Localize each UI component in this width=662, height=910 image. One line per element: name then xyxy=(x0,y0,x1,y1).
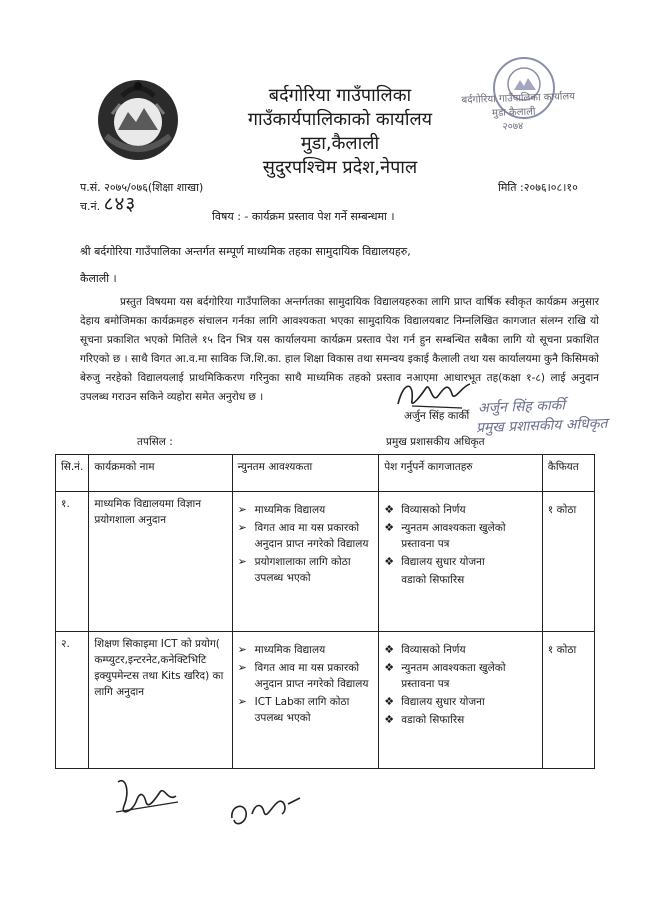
list-item: ❖ न्युनतम आवश्यकता खुलेको प्रस्तावना पत्र xyxy=(384,661,506,690)
program-table xyxy=(55,454,595,769)
stamp-text: बर्दगोरिया गाउँपालिका कार्यालय मुडा कैलाली २०७४ xyxy=(461,91,576,133)
row-remarks: १ कोठा xyxy=(542,492,594,632)
province-country: सुदुरपश्चिम प्रदेश,नेपाल xyxy=(262,157,418,178)
list-item: ➢ प्रयोगशालाका लागि कोठा उपलब्ध भएको xyxy=(237,555,351,584)
handwritten-initials xyxy=(112,772,184,824)
list-item: ❖ वडाको सिफारिस xyxy=(384,713,465,726)
row-documents xyxy=(379,492,543,632)
letter-body: प्रस्तुत विषयमा यस बर्दगोरिया गाउँपालिका अन्तर्गतका सामुदायिक विद्यालयहरुका लागि प्राप्त वार्षिक स्वीकृत कार्यक्रम अनुसार देहाय बमोजिमका कार्यक्रमहरु संचालन गर्नका लागि आवश्यकता भएका सामुदायिक विद्यालयबाट निम्नलिखित कागजात संलग्न राखि यो सूचना प्रकाशित भएको मितिले १५ दिन भित्र यस कार्यालयमा कार्यक्रम प्रस्ताव पेश गर्न हुन सम्बन्धित सबैका लागि यो सूचना प्रकाशित गरिएको छ । साथै विगत आ.व.मा साविक जि.शि.का. हाल शिक्षा विकास तथा समन्वय इकाई कैलाली तथा यस कार्यालयमा कुनै किसिमको बेरुजु नरहेको विद्यालयलाई प्राथमिकिकरण गरिनुका साथै माध्यमिक तहको प्रस्ताव नआएमा आधारभूत तह(कक्षा १-८) लाई अनुदान उपलब्ध गराउन सकिने व्यहोरा समेत अनुरोध छ । xyxy=(80,296,599,403)
list-item: वडाको सिफारिस xyxy=(401,574,465,586)
arrow-bullet-icon: ➢ xyxy=(237,503,247,516)
row-sn: २. xyxy=(56,632,89,769)
header-requirements: न्युनतम आवश्यकता xyxy=(232,455,379,492)
row-program-name: माध्यमिक विद्यालयमा विज्ञान प्रयोगशाला अनुदान xyxy=(89,492,232,632)
list-item: ❖ विव्यासको निर्णय xyxy=(384,503,466,516)
signatory-stamp-name: अर्जुन सिंह कार्की xyxy=(477,397,566,417)
list-item: ❖ विव्यासको निर्णय xyxy=(384,643,466,656)
list-item: ➢ विगत आव मा यस प्रकारको अनुदान प्राप्त नगरेको विद्यालय xyxy=(237,661,369,690)
row-documents xyxy=(379,632,543,769)
row-requirements xyxy=(232,632,379,769)
municipality-name: बर्दगोरिया गाउँपालिका xyxy=(268,85,412,106)
row-remarks: १ कोठा xyxy=(542,632,594,769)
arrow-bullet-icon: ➢ xyxy=(237,661,247,674)
letter-date: मिति :२०७६।०८।१० xyxy=(498,181,578,194)
nepal-emblem-logo xyxy=(92,74,184,164)
header-remarks: कैफियत xyxy=(542,455,594,492)
diamond-bullet-icon: ❖ xyxy=(384,555,395,568)
arrow-bullet-icon: ➢ xyxy=(237,555,247,568)
arrow-bullet-icon: ➢ xyxy=(237,521,247,534)
list-item: ➢ माध्यमिक विद्यालय xyxy=(237,503,326,516)
header-program: कार्यक्रमको नाम xyxy=(89,455,232,492)
row-requirements xyxy=(232,492,379,632)
details-label: तपसिल : xyxy=(137,436,173,448)
handwritten-signature-2 xyxy=(222,788,306,834)
row-sn: १. xyxy=(56,492,89,632)
diamond-bullet-icon: ❖ xyxy=(384,643,395,656)
diamond-bullet-icon: ❖ xyxy=(384,503,395,516)
header-sn: सि.नं. xyxy=(56,455,89,492)
list-item: ❖ न्युनतम आवश्यकता खुलेको प्रस्तावना पत्र xyxy=(384,521,506,550)
dispatch-number-value: ८४३ xyxy=(103,193,137,215)
arrow-bullet-icon: ➢ xyxy=(237,695,247,708)
office-location: मुडा,कैलाली xyxy=(300,133,380,154)
reference-block xyxy=(80,180,203,215)
diamond-bullet-icon: ❖ xyxy=(384,713,395,726)
diamond-bullet-icon: ❖ xyxy=(384,661,395,674)
letter-number: प.सं. २०७५/०७६(शिक्षा शाखा) xyxy=(80,181,204,194)
row-program-name: शिक्षण सिकाइमा ICT को प्रयोग( कम्प्युटर,इन्टरनेट,कनेक्टिभिटि इक्युपमेन्टस तथा Kits खरिद) का लागि अनुदान xyxy=(89,632,232,769)
list-item: ❖ विद्यालय सुधार योजना xyxy=(384,695,485,708)
signatory-name: अर्जुन सिंह कार्की xyxy=(404,410,470,422)
diamond-bullet-icon: ❖ xyxy=(384,521,395,534)
letterhead xyxy=(220,84,460,180)
header-documents: पेश गर्नुपर्ने कागजातहरु xyxy=(379,455,543,492)
list-item: ❖ विद्यालय सुधार योजना xyxy=(384,555,485,568)
list-item: ➢ विगत आव मा यस प्रकारको अनुदान प्राप्त नगरेको विद्यालय xyxy=(237,521,369,550)
table-row xyxy=(56,492,595,632)
office-name: गाउँकार्यपालिकाको कार्यालय xyxy=(247,109,433,130)
subject-line: विषय : - कार्यक्रम प्रस्ताव पेश गर्ने सम्बन्धमा । xyxy=(212,210,395,223)
dispatch-number: च.नं. ८४३ xyxy=(80,193,137,215)
table-row xyxy=(56,632,595,769)
signatory-title: प्रमुख प्रशासकीय अधिकृत xyxy=(386,436,485,448)
addressee: श्री बर्दगोरिया गाउँपालिका अन्तर्गत सम्पूर्ण माध्यमिक तहका सामुदायिक विद्यालयहरु, कैलाली । xyxy=(80,245,411,285)
signatory-stamp-title: प्रमुख प्रशासकीय अधिकृत xyxy=(475,415,608,437)
list-item: ➢ ICT Labका लागि कोठा उपलब्ध भएको xyxy=(237,695,350,724)
list-item: ➢ माध्यमिक विद्यालय xyxy=(237,643,326,656)
table-header-row xyxy=(56,455,595,492)
arrow-bullet-icon: ➢ xyxy=(237,643,247,656)
diamond-bullet-icon: ❖ xyxy=(384,695,395,708)
